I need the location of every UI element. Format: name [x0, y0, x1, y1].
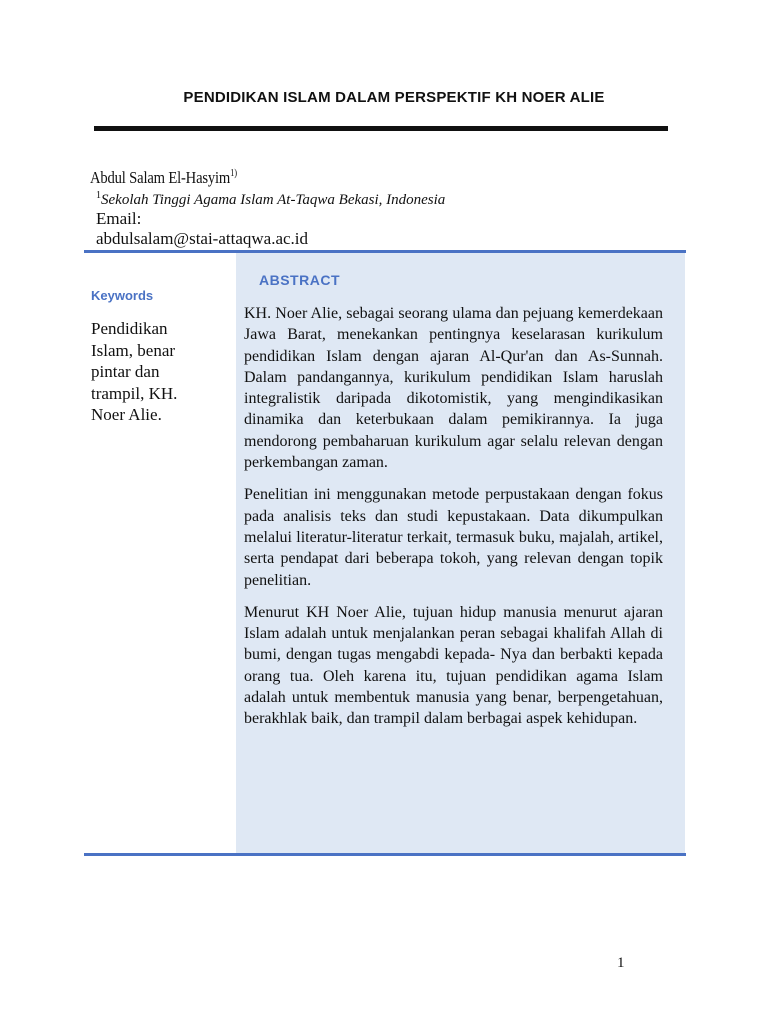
affiliation-text: Sekolah Tinggi Agama Islam At-Taqwa Bekasi, Indonesia	[101, 192, 446, 208]
author-name: Abdul Salam El-Hasyim	[90, 168, 231, 187]
author-line	[90, 168, 237, 188]
abstract-heading: ABSTRACT	[259, 272, 340, 288]
paper-title: PENDIDIKAN ISLAM DALAM PERSPEKTIF KH NOER ALIE	[183, 89, 605, 106]
email-address: abdulsalam@stai-attaqwa.ac.id	[96, 229, 309, 248]
page-number: 1	[617, 955, 625, 971]
abstract-paragraph-2: Penelitian ini menggunakan metode perpustakaan dengan fokus pada analisis teks dan studi kepustakaan. Data dikumpulkan melalui literatur-literatur terkait, termasuk buku, majalah, artikel, serta pendapat dari beberapa tokoh, yang relevan dengan topik penelitian.	[244, 486, 663, 589]
affiliation-line	[96, 190, 445, 210]
abstract-body	[244, 303, 663, 741]
title-divider	[94, 126, 668, 131]
keywords-heading: Keywords	[91, 288, 154, 303]
author-superscript: 1)	[230, 168, 237, 179]
section-divider-bottom	[84, 853, 686, 856]
abstract-paragraph-3: Menurut KH Noer Alie, tujuan hidup manusia menurut ajaran Islam adalah untuk menjalankan peran sebagai khalifah Allah di bumi, dengan tugas mengabdi kepada- Nya dan berbakti kepada orang tua. Oleh karena itu, tujuan pendidikan agama Islam adalah untuk membentuk manusia yang benar, berpengetahuan, berakhlak baik, dan trampil dalam berbagai aspek kehidupan.	[244, 603, 663, 728]
abstract-paragraph-1: KH. Noer Alie, sebagai seorang ulama dan pejuang kemerdekaan Jawa Barat, menekankan pentingnya keselarasan kurikulum pendidikan Islam dengan ajaran Al-Qur'an dan As-Sunnah. Dalam pandangannya, kurikulum pendidikan Islam haruslah integralistik daripada dikotomistik, yang mengindikasikan dinamika dan keterbukaan dalam pemikirannya. Ia juga mendorong pembaharuan kurikulum agar selalu relevan dengan perkembangan zaman.	[244, 305, 663, 472]
affiliation-marker: 1	[96, 190, 101, 201]
keywords-text: Pendidikan Islam, benar pintar dan trampil, KH. Noer Alie.	[91, 319, 178, 424]
email-label: Email:	[96, 209, 142, 228]
